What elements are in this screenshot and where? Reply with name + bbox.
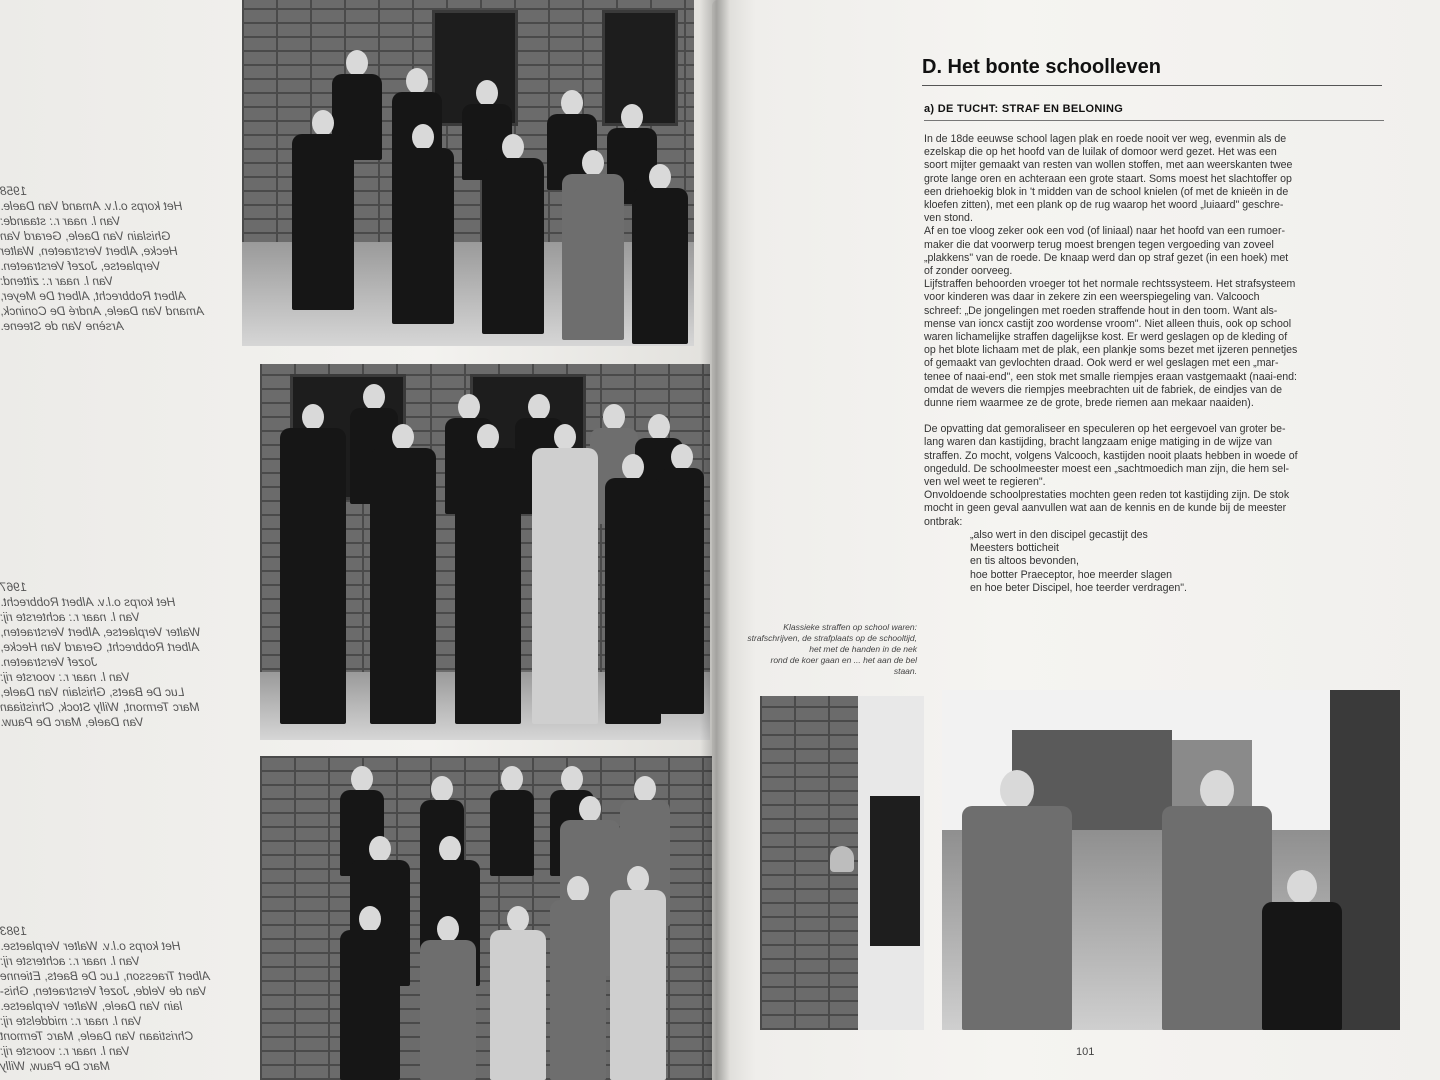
text-line: tenee of naai-end", een stok met smalle riempjes eraan vastgemaakt (naai-end: bbox=[924, 370, 1297, 383]
caption-line: Het korps o.l.v. Walter Verplaetse. bbox=[0, 939, 181, 953]
person bbox=[1262, 870, 1342, 1030]
person bbox=[482, 134, 544, 334]
text-line: op het blote lichaam met de plak, een plankje soms bezet met ijzeren pennetjes bbox=[924, 344, 1298, 357]
text-line: maker die dat voorwerp terug moest brengen tegen vergoeding van zoveel bbox=[924, 238, 1274, 251]
caption-line: Albert Robbrecht, Albert De Meyer, bbox=[0, 289, 186, 303]
person bbox=[490, 906, 546, 1080]
text-line: of gemaakt van gevlochten draad. Ook werd er wel geslagen met een „mar- bbox=[924, 357, 1279, 370]
verse-line: en tis altoos bevonden, bbox=[970, 555, 1079, 568]
person bbox=[660, 444, 704, 714]
text-line: voor kinderen was daar in zekere zin een weerspiegeling van. Valcooch bbox=[924, 291, 1260, 304]
person bbox=[292, 110, 354, 310]
person bbox=[962, 770, 1072, 1030]
verse-line: hoe botter Praeceptor, hoe meerder slagen bbox=[970, 568, 1172, 581]
photo-1958-staff bbox=[242, 0, 694, 346]
person bbox=[280, 404, 346, 724]
text-line: Lijfstraffen behoorden vroeger tot het normale rechtssysteem. Het strafsysteem bbox=[924, 278, 1296, 291]
caption-1983 bbox=[0, 924, 230, 1074]
caption-1967 bbox=[0, 580, 230, 730]
text-line: dunne riem waarmee ze de grote, brede riemen aan mekaar naaiden). bbox=[924, 397, 1254, 410]
person bbox=[605, 454, 661, 724]
caption-line: 1967 bbox=[0, 580, 27, 594]
text-line: omdat de wevers die riempjes meebrachten uit de fabriek, de eindjes van de bbox=[924, 383, 1283, 396]
text-line: De opvatting dat gemoraliseer en speculeren op het eergevoel van groter be- bbox=[924, 423, 1286, 436]
caption-line: Walter Verplaetse, Albert Verstraeten, bbox=[0, 625, 201, 639]
caption-line: Christiaan Van Daele, Marc Termont bbox=[0, 1029, 194, 1043]
photo-1967-staff bbox=[260, 364, 710, 740]
dark-panel bbox=[870, 796, 920, 946]
caption-1958 bbox=[0, 184, 230, 334]
caption-line: Van de Velde, Jozef Verstraeten, Ghis- bbox=[0, 984, 207, 998]
caption-line: Van l. naar r.: voorste rij: bbox=[0, 670, 130, 684]
text-line: ezelskap die op het hoofd van de luilak of domoor werd gezet. Het was een bbox=[924, 146, 1277, 159]
caption-line: Albert Traesson, Luc De Baets, Etienne bbox=[0, 969, 210, 983]
caption-line: Van l. naar r.: achterste rij: bbox=[0, 954, 140, 968]
caption-line: Van l. naar r.: zittend: bbox=[0, 274, 114, 288]
text-line: of zonder oorveeg. bbox=[924, 265, 1013, 278]
caption-line: Van Daele, Marc De Pauw. bbox=[0, 715, 144, 729]
page-number: 101 bbox=[1076, 1046, 1095, 1058]
text-line: lang waren dan kastijding, bracht langzaam enige matiging in de wijze van bbox=[924, 436, 1273, 449]
bell-icon bbox=[830, 846, 854, 872]
caption-line: 1958 bbox=[0, 184, 27, 198]
caption-line: Van l. naar r.: middelste rij: bbox=[0, 1014, 142, 1028]
caption-line: Van l. naar r.: voorste rij: bbox=[0, 1044, 130, 1058]
verse-line: en hoe beter Discipel, hoe teerder verdragen". bbox=[970, 581, 1187, 594]
text-line: schreef: „De jongelingen met roeden straffende hout in den toom. Want als- bbox=[924, 304, 1278, 317]
person bbox=[420, 916, 476, 1080]
person bbox=[632, 164, 688, 344]
person bbox=[562, 150, 624, 340]
person bbox=[370, 424, 436, 724]
caption-line: Albert Robbrecht, Gerard Van Hecke, bbox=[0, 640, 199, 654]
text-line: ongeduld. De schoolmeester moest een „sachtmoedich man zijn, die hem sel- bbox=[924, 462, 1290, 475]
text-line: mense van ioncx castijt zoo wordense vroom". Niet alleen thuis, ook op school bbox=[924, 317, 1292, 330]
photo-school-bell bbox=[760, 696, 924, 1030]
caption-line: 1983 bbox=[0, 924, 27, 938]
caption-line: Klassieke straffen op school waren: bbox=[783, 622, 917, 632]
body-text bbox=[924, 133, 1386, 595]
caption-line: Jozef Verstraeten. bbox=[0, 655, 97, 669]
photo-caption-punishments bbox=[742, 622, 917, 677]
text-line: ven wel weet te regieren". bbox=[924, 476, 1046, 489]
verse-line: „also wert in den discipel gecastijt des bbox=[970, 528, 1148, 541]
caption-line: staan. bbox=[893, 666, 917, 676]
text-line: „plakkens" van de roede. De knaap werd dan op straf gezet (in een hoek) met bbox=[924, 251, 1289, 264]
person bbox=[392, 124, 454, 324]
text-line: grote lange oren en achteraan een grote staart. Soms moest het slachtoffer op bbox=[924, 172, 1292, 185]
text-line: Af en toe vloog zeker ook een vod (of liniaal) naar het hoofd van een rumoer- bbox=[924, 225, 1285, 238]
caption-line: Hecke, Albert Verstraeten, Walter bbox=[0, 244, 178, 258]
photo-1983-staff bbox=[260, 756, 716, 1080]
left-page bbox=[0, 0, 718, 1080]
caption-line: strafschrijven, de strafplaats op de schooltijd, bbox=[747, 633, 917, 643]
section-heading: D. Het bonte schoolleven bbox=[922, 56, 1382, 86]
person bbox=[340, 906, 400, 1080]
caption-line: Luc De Baets, Ghislain Van Daele, bbox=[0, 685, 185, 699]
caption-line: Marc De Pauw, Willy bbox=[0, 1059, 110, 1073]
photo-schoolyard bbox=[942, 690, 1400, 1030]
caption-line: Van l. naar r.: achterste rij: bbox=[0, 610, 140, 624]
person bbox=[490, 766, 534, 876]
caption-line: lain Van Daele, Walter Verplaetse. bbox=[0, 999, 183, 1013]
caption-line: Van l. naar r.: staande: bbox=[0, 214, 121, 228]
caption-line: rond de koer gaan en ... het aan de bel bbox=[770, 655, 917, 665]
text-line: Onvoldoende schoolprestaties mochten geen reden tot kastijding zijn. De stok bbox=[924, 489, 1290, 502]
person bbox=[1162, 770, 1272, 1030]
caption-line: Verplaetse, Jozef Verstraeten. bbox=[0, 259, 161, 273]
text-line: ven stond. bbox=[924, 212, 973, 225]
caption-line: Amand Van Daele, André De Coninck, bbox=[0, 304, 204, 318]
text-line: een driehoekig blok in 't midden van de school knielen (of met de knieën in de bbox=[924, 185, 1289, 198]
caption-line: het met de handen in de nek bbox=[809, 644, 917, 654]
text-line: soort mijter gemaakt van resten van wollen stoffen, met aan weerskanten twee bbox=[924, 159, 1293, 172]
caption-line: Arsène Van de Steene. bbox=[0, 319, 124, 333]
person bbox=[610, 866, 666, 1080]
book-gutter bbox=[700, 0, 730, 1080]
text-line: straffen. Zo mocht, volgens Valcooch, kastijden nooit plaats hebben in woede of bbox=[924, 449, 1298, 462]
person bbox=[550, 876, 606, 1080]
text-line: In de 18de eeuwse school lagen plak en roede nooit ver weg, evenmin als de bbox=[924, 133, 1287, 145]
caption-line: Het korps o.l.v. Amand Van Daele. bbox=[0, 199, 183, 213]
caption-line: Marc Termont, Willy Stock, Christiaan bbox=[0, 700, 200, 714]
text-line: waren lichamelijke straffen dagelijkse kost. Er werd geslagen op de kleding of bbox=[924, 331, 1288, 344]
subsection-heading: a) DE TUCHT: STRAF EN BELONING bbox=[924, 103, 1384, 121]
text-line: mocht in geen geval aanvullen wat aan de kennis en de kunde bij de meester bbox=[924, 502, 1287, 515]
caption-line: Ghislain Van Daele, Gerard Van bbox=[0, 229, 171, 243]
person bbox=[455, 424, 521, 724]
caption-line: Het korps o.l.v. Albert Robbrecht. bbox=[0, 595, 176, 609]
verse-line: Meesters botticheit bbox=[970, 542, 1059, 555]
text-line: ontbrak: bbox=[924, 515, 963, 528]
text-line: kloefen zitten), met een plank op de rug waarop het woord „luiaard" geschre- bbox=[924, 199, 1284, 212]
person bbox=[532, 424, 598, 724]
